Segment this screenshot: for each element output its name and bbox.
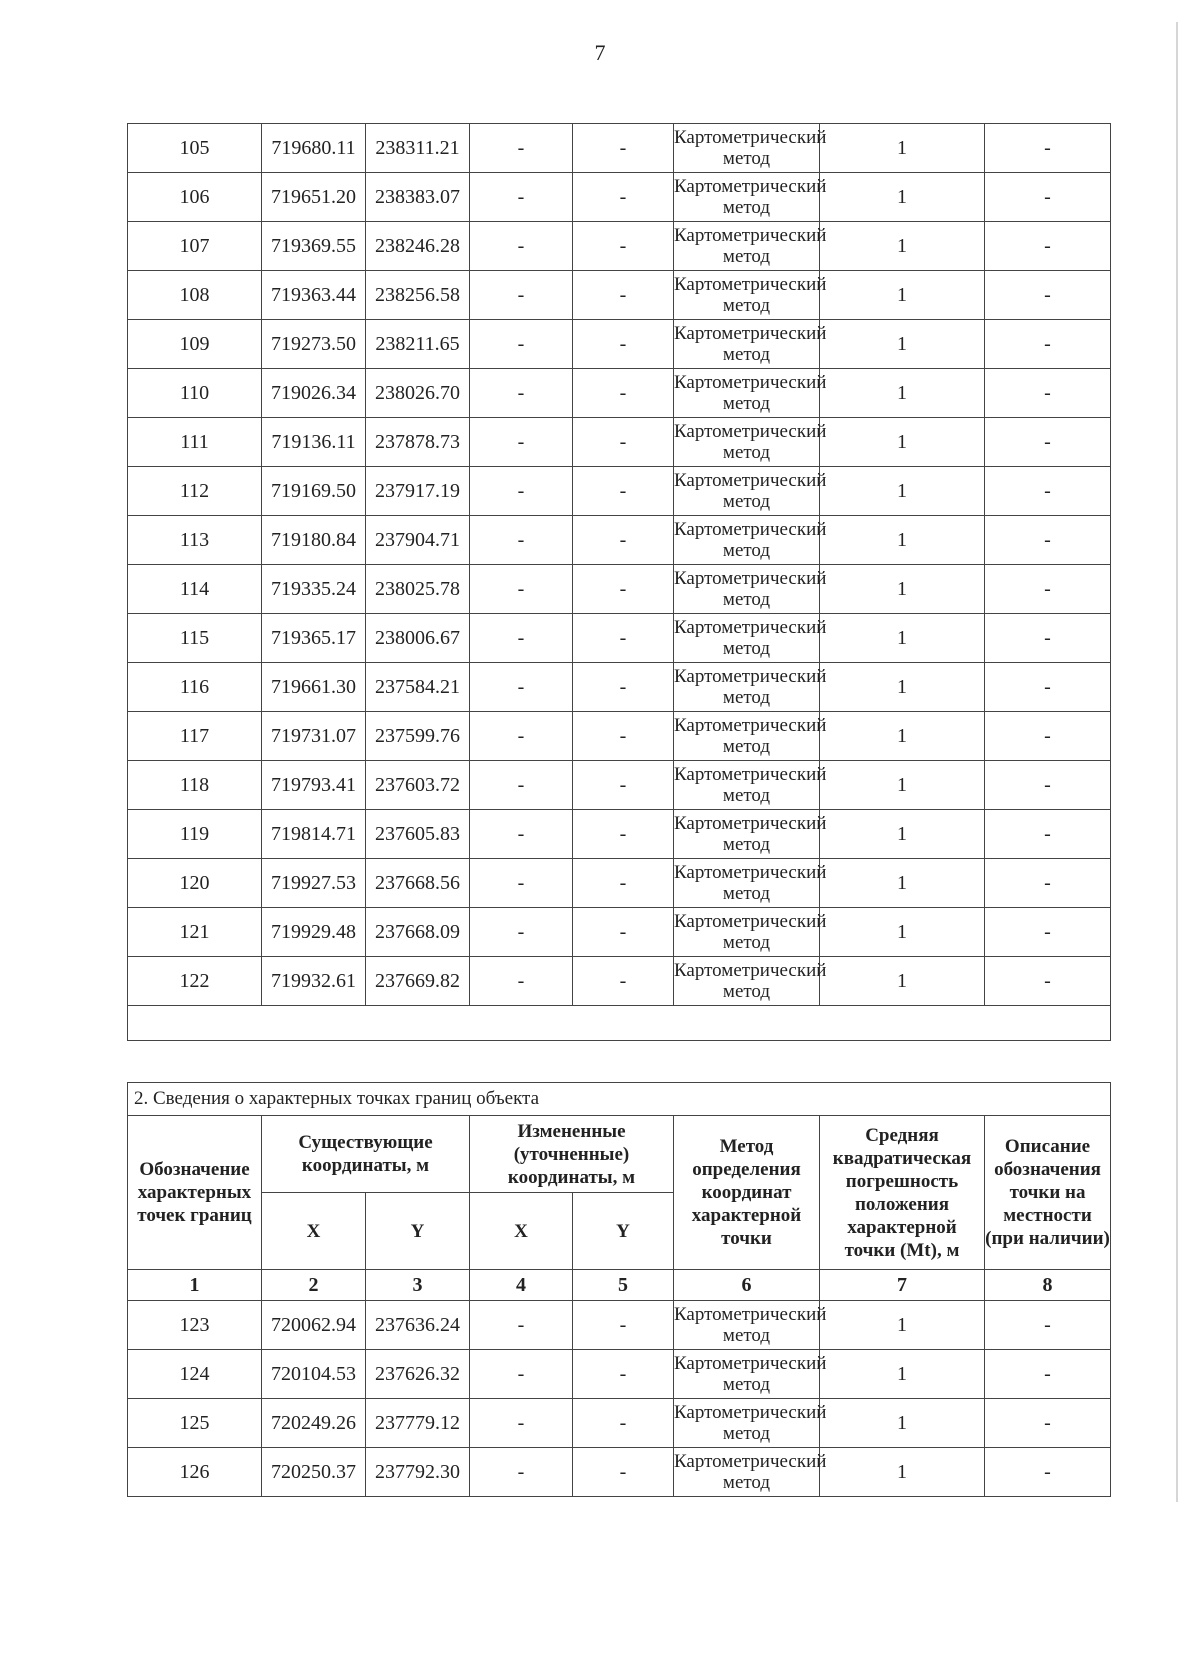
cell-mt: 1 [820,908,985,957]
cell-y: 237669.82 [366,957,470,1006]
cell-x: 719026.34 [262,369,366,418]
cell-description: - [985,418,1111,467]
cell-mt: 1 [820,859,985,908]
table-row [128,957,1111,1006]
cell-method: Картометрический метод [674,565,820,614]
cell-y-changed: - [573,663,674,712]
cell-point-id: 121 [128,908,262,957]
cell-x-changed: - [470,124,573,173]
cell-mt: 1 [820,712,985,761]
cell-y: 237668.56 [366,859,470,908]
cell-description: - [985,516,1111,565]
cell-method: Картометрический метод [674,1301,820,1350]
column-number: 5 [573,1270,674,1301]
table-empty-row [128,1006,1111,1041]
cell-x-changed: - [470,271,573,320]
cell-y: 237605.83 [366,810,470,859]
cell-point-id: 106 [128,173,262,222]
table-row [128,320,1111,369]
table-row [128,1399,1111,1448]
table-row [128,173,1111,222]
cell-method: Картометрический метод [674,957,820,1006]
cell-y: 237599.76 [366,712,470,761]
cell-x-changed: - [470,173,573,222]
cell-mt: 1 [820,369,985,418]
header-changed-coords: Измененные (уточненные) координаты, м [470,1116,674,1193]
cell-point-id: 109 [128,320,262,369]
header-designation: Обозначение характерных точек границ [128,1116,262,1270]
cell-y: 238211.65 [366,320,470,369]
cell-x: 720062.94 [262,1301,366,1350]
page-number: 7 [594,40,606,65]
cell-description: - [985,1301,1111,1350]
cell-mt: 1 [820,271,985,320]
table-row [128,712,1111,761]
cell-x-changed: - [470,565,573,614]
table-row [128,124,1111,173]
cell-method: Картометрический метод [674,222,820,271]
cell-x: 719273.50 [262,320,366,369]
table-row [128,1301,1111,1350]
cell-y-changed: - [573,1448,674,1497]
section-title: 2. Сведения о характерных точках границ объекта [128,1083,1111,1116]
cell-y: 237603.72 [366,761,470,810]
cell-x-changed: - [470,908,573,957]
cell-y: 237779.12 [366,1399,470,1448]
cell-y: 237668.09 [366,908,470,957]
cell-x-changed: - [470,614,573,663]
table-row [128,565,1111,614]
cell-method: Картометрический метод [674,859,820,908]
cell-y-changed: - [573,712,674,761]
cell-y-changed: - [573,1301,674,1350]
cell-y: 238246.28 [366,222,470,271]
cell-mt: 1 [820,810,985,859]
cell-description: - [985,859,1111,908]
cell-y: 237878.73 [366,418,470,467]
cell-x: 719180.84 [262,516,366,565]
cell-x-changed: - [470,320,573,369]
table-row [128,663,1111,712]
cell-x: 719365.17 [262,614,366,663]
cell-y-changed: - [573,859,674,908]
cell-method: Картометрический метод [674,1448,820,1497]
cell-description: - [985,124,1111,173]
header-existing-coords: Существующие координаты, м [262,1116,470,1193]
cell-point-id: 122 [128,957,262,1006]
table-row [128,810,1111,859]
cell-method: Картометрический метод [674,516,820,565]
cell-description: - [985,271,1111,320]
cell-x-changed: - [470,712,573,761]
table-row [128,271,1111,320]
cell-description: - [985,810,1111,859]
column-number: 2 [262,1270,366,1301]
cell-description: - [985,222,1111,271]
table-row [128,418,1111,467]
cell-x: 719731.07 [262,712,366,761]
cell-x: 719680.11 [262,124,366,173]
cell-point-id: 111 [128,418,262,467]
cell-description: - [985,614,1111,663]
cell-description: - [985,712,1111,761]
cell-y: 238383.07 [366,173,470,222]
cell-description: - [985,173,1111,222]
cell-y: 237626.32 [366,1350,470,1399]
cell-point-id: 105 [128,124,262,173]
cell-x-changed: - [470,663,573,712]
cell-x: 719927.53 [262,859,366,908]
cell-mt: 1 [820,761,985,810]
cell-y: 238006.67 [366,614,470,663]
cell-method: Картометрический метод [674,712,820,761]
cell-method: Картометрический метод [674,1399,820,1448]
header-changed-y: Y [573,1193,674,1270]
cell-y: 238311.21 [366,124,470,173]
header-changed-x: X [470,1193,573,1270]
cell-y: 238026.70 [366,369,470,418]
cell-point-id: 117 [128,712,262,761]
cell-y: 237904.71 [366,516,470,565]
cell-y: 237792.30 [366,1448,470,1497]
cell-description: - [985,369,1111,418]
empty-cell [128,1006,1111,1041]
cell-y-changed: - [573,124,674,173]
cell-mt: 1 [820,467,985,516]
cell-method: Картометрический метод [674,369,820,418]
boundary-points-table [127,1082,1111,1497]
cell-method: Картометрический метод [674,271,820,320]
table-row [128,908,1111,957]
cell-method: Картометрический метод [674,467,820,516]
cell-x-changed: - [470,1448,573,1497]
cell-description: - [985,565,1111,614]
cell-x-changed: - [470,1399,573,1448]
cell-x-changed: - [470,761,573,810]
scan-edge-line [1176,22,1178,1502]
cell-mt: 1 [820,1350,985,1399]
cell-description: - [985,663,1111,712]
cell-method: Картометрический метод [674,124,820,173]
cell-method: Картометрический метод [674,173,820,222]
cell-x-changed: - [470,1301,573,1350]
cell-x: 719651.20 [262,173,366,222]
cell-y-changed: - [573,320,674,369]
cell-description: - [985,908,1111,957]
cell-point-id: 114 [128,565,262,614]
cell-x-changed: - [470,1350,573,1399]
cell-y: 237584.21 [366,663,470,712]
cell-mt: 1 [820,1301,985,1350]
cell-point-id: 107 [128,222,262,271]
cell-x: 719335.24 [262,565,366,614]
cell-y-changed: - [573,810,674,859]
cell-method: Картометрический метод [674,320,820,369]
cell-method: Картометрический метод [674,614,820,663]
cell-x: 719929.48 [262,908,366,957]
cell-mt: 1 [820,418,985,467]
column-number: 4 [470,1270,573,1301]
cell-method: Картометрический метод [674,418,820,467]
table-row [128,1448,1111,1497]
column-number: 1 [128,1270,262,1301]
cell-description: - [985,467,1111,516]
cell-description: - [985,320,1111,369]
cell-mt: 1 [820,565,985,614]
cell-description: - [985,1399,1111,1448]
cell-description: - [985,957,1111,1006]
cell-x-changed: - [470,222,573,271]
cell-point-id: 110 [128,369,262,418]
cell-x: 719369.55 [262,222,366,271]
cell-y-changed: - [573,565,674,614]
column-number: 8 [985,1270,1111,1301]
cell-description: - [985,1350,1111,1399]
cell-point-id: 125 [128,1399,262,1448]
cell-description: - [985,761,1111,810]
cell-x-changed: - [470,418,573,467]
cell-mt: 1 [820,124,985,173]
table-row [128,761,1111,810]
cell-method: Картометрический метод [674,810,820,859]
header-error: Средняя квадратическая погрешность положения характерной точки (Mt), м [820,1116,985,1270]
header-existing-x: X [262,1193,366,1270]
cell-y-changed: - [573,467,674,516]
cell-y: 238256.58 [366,271,470,320]
cell-x-changed: - [470,859,573,908]
cell-y-changed: - [573,173,674,222]
header-existing-y: Y [366,1193,470,1270]
cell-y: 238025.78 [366,565,470,614]
cell-point-id: 126 [128,1448,262,1497]
cell-y: 237636.24 [366,1301,470,1350]
cell-x: 719363.44 [262,271,366,320]
cell-method: Картометрический метод [674,1350,820,1399]
cell-mt: 1 [820,614,985,663]
cell-x: 719793.41 [262,761,366,810]
cell-x-changed: - [470,810,573,859]
cell-description: - [985,1448,1111,1497]
cell-y-changed: - [573,614,674,663]
table-row [128,1350,1111,1399]
cell-mt: 1 [820,222,985,271]
table-row [128,516,1111,565]
cell-y-changed: - [573,908,674,957]
table-row [128,369,1111,418]
cell-point-id: 120 [128,859,262,908]
cell-point-id: 123 [128,1301,262,1350]
cell-y-changed: - [573,418,674,467]
cell-x: 720104.53 [262,1350,366,1399]
cell-x: 719932.61 [262,957,366,1006]
cell-point-id: 124 [128,1350,262,1399]
cell-mt: 1 [820,1448,985,1497]
column-number: 6 [674,1270,820,1301]
header-description: Описание обозначения точки на местности (при наличии) [985,1116,1111,1270]
cell-x: 719814.71 [262,810,366,859]
cell-y-changed: - [573,957,674,1006]
cell-mt: 1 [820,663,985,712]
cell-method: Картометрический метод [674,908,820,957]
cell-x: 720249.26 [262,1399,366,1448]
cell-mt: 1 [820,516,985,565]
cell-point-id: 113 [128,516,262,565]
table-row [128,222,1111,271]
cell-mt: 1 [820,957,985,1006]
cell-y-changed: - [573,271,674,320]
cell-x-changed: - [470,957,573,1006]
cell-x: 720250.37 [262,1448,366,1497]
cell-mt: 1 [820,320,985,369]
cell-method: Картометрический метод [674,663,820,712]
cell-point-id: 108 [128,271,262,320]
cell-y-changed: - [573,1399,674,1448]
header-method: Метод определения координат характерной точки [674,1116,820,1270]
cell-point-id: 112 [128,467,262,516]
cell-x-changed: - [470,369,573,418]
column-number: 3 [366,1270,470,1301]
cell-point-id: 118 [128,761,262,810]
cell-y-changed: - [573,222,674,271]
cell-mt: 1 [820,1399,985,1448]
cell-point-id: 119 [128,810,262,859]
cell-y-changed: - [573,516,674,565]
cell-point-id: 116 [128,663,262,712]
cell-mt: 1 [820,173,985,222]
table-row [128,614,1111,663]
cell-x: 719169.50 [262,467,366,516]
cell-x: 719661.30 [262,663,366,712]
table-row [128,467,1111,516]
cell-method: Картометрический метод [674,761,820,810]
cell-x-changed: - [470,467,573,516]
cell-y-changed: - [573,1350,674,1399]
cell-y-changed: - [573,761,674,810]
column-number: 7 [820,1270,985,1301]
table-row [128,859,1111,908]
column-number-row [128,1270,1111,1301]
cell-y-changed: - [573,369,674,418]
cell-point-id: 115 [128,614,262,663]
cell-y: 237917.19 [366,467,470,516]
cell-x: 719136.11 [262,418,366,467]
coordinates-table-continued [127,123,1111,1041]
cell-x-changed: - [470,516,573,565]
